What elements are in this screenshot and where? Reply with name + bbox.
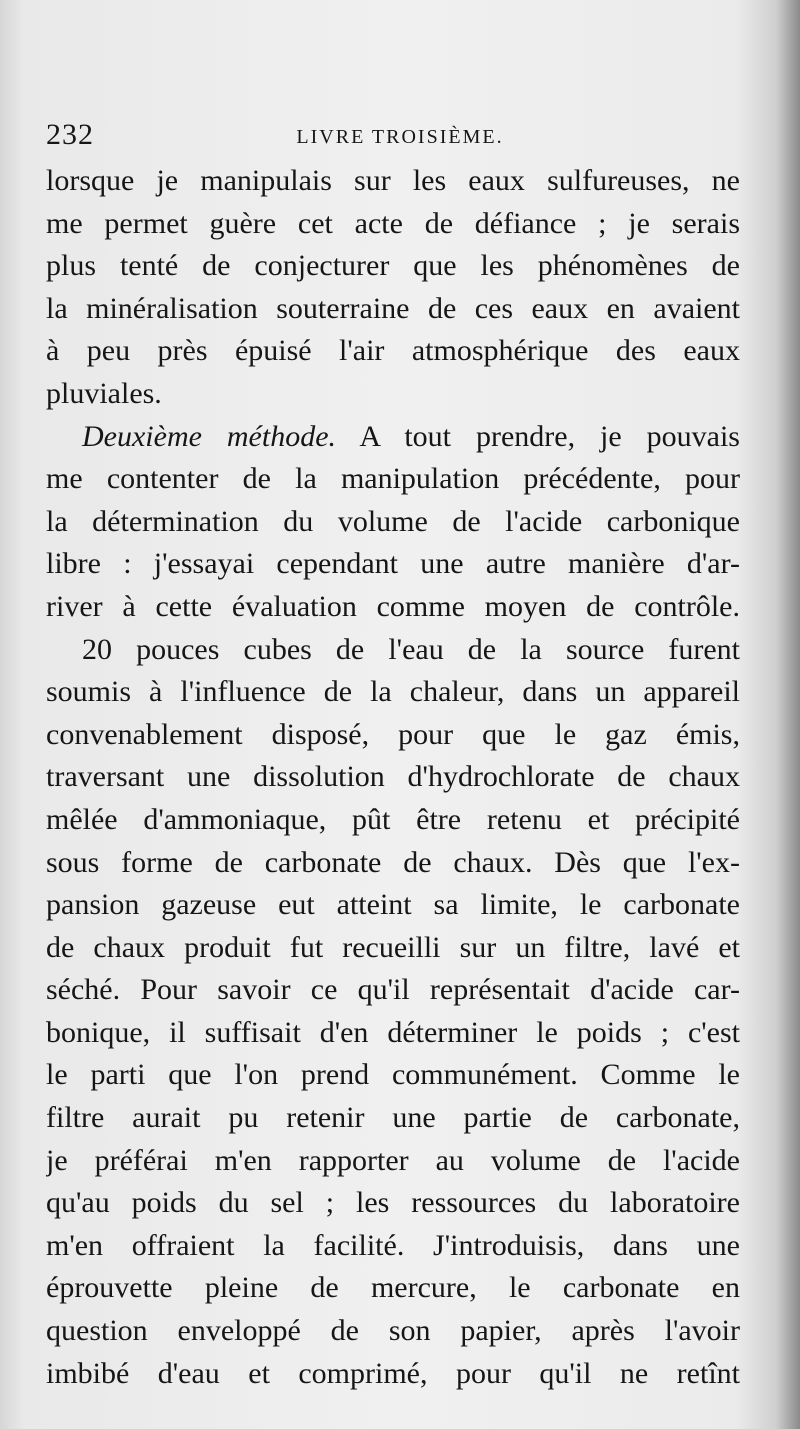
text-line: la détermination du volume de l'acide carbonique [46, 504, 740, 538]
text-line: de chaux produit fut recueilli sur un filtre, lavé et [46, 930, 740, 964]
text-line: je préférai m'en rapporter au volume de l'acide [46, 1143, 740, 1177]
body-text [46, 160, 740, 1395]
text-line: séché. Pour savoir ce qu'il représentait d'acide car- [46, 973, 740, 1007]
text-line: question enveloppé de son papier, après l'avoir [46, 1314, 740, 1348]
running-head: LIVRE TROISIÈME. [296, 126, 504, 148]
text-line: me contenter de la manipulation précédente, pour [46, 462, 740, 496]
text-line: éprouvette pleine de mercure, le carbonate en [46, 1271, 740, 1305]
text-line: la minéralisation souterraine de ces eaux en avaient [46, 291, 740, 325]
text-line: me permet guère cet acte de défiance ; je serais [46, 206, 740, 240]
section-title: Deuxième méthode. [82, 419, 337, 453]
text-line: filtre aurait pu retenir une partie de carbonate, [46, 1101, 740, 1135]
text-line: libre : j'essayai cependant une autre manière d'ar- [46, 547, 740, 581]
text-line: pansion gazeuse eut atteint sa limite, le carbonate [46, 888, 740, 922]
text-line: sous forme de carbonate de chaux. Dès que l'ex- [46, 845, 740, 879]
page-number: 232 [46, 118, 94, 151]
text-line: m'en offraient la facilité. J'introduisis, dans une [46, 1228, 740, 1262]
text-line: qu'au poids du sel ; les ressources du laboratoire [46, 1186, 740, 1220]
text-line: à peu près épuisé l'air atmosphérique des eaux [46, 334, 740, 368]
text-line: river à cette évaluation comme moyen de contrôle. [46, 589, 740, 623]
text-line: lorsque je manipulais sur les eaux sulfureuses, ne [46, 164, 740, 197]
text-line: plus tenté de conjecturer que les phénomènes de [46, 249, 740, 283]
text-line: 20 pouces cubes de l'eau de la source furent [82, 632, 740, 666]
text-line: convenablement disposé, pour que le gaz émis, [46, 717, 740, 751]
text-line: pluviales. [46, 376, 162, 410]
text-line: mêlée d'ammoniaque, pût être retenu et précipité [46, 802, 740, 836]
text-line: imbibé d'eau et comprimé, pour qu'il ne retînt [46, 1356, 740, 1390]
text-line-continuation: A tout prendre, je pouvais [359, 419, 740, 453]
text-line [46, 416, 740, 459]
text-line: le parti que l'on prend communément. Comme le [46, 1058, 740, 1092]
text-line: traversant une dissolution d'hydrochlorate de chaux [46, 760, 740, 794]
text-line: bonique, il suffisait d'en déterminer le poids ; c'est [46, 1015, 740, 1049]
text-line: soumis à l'influence de la chaleur, dans un appareil [46, 675, 740, 709]
page-header [46, 118, 740, 158]
